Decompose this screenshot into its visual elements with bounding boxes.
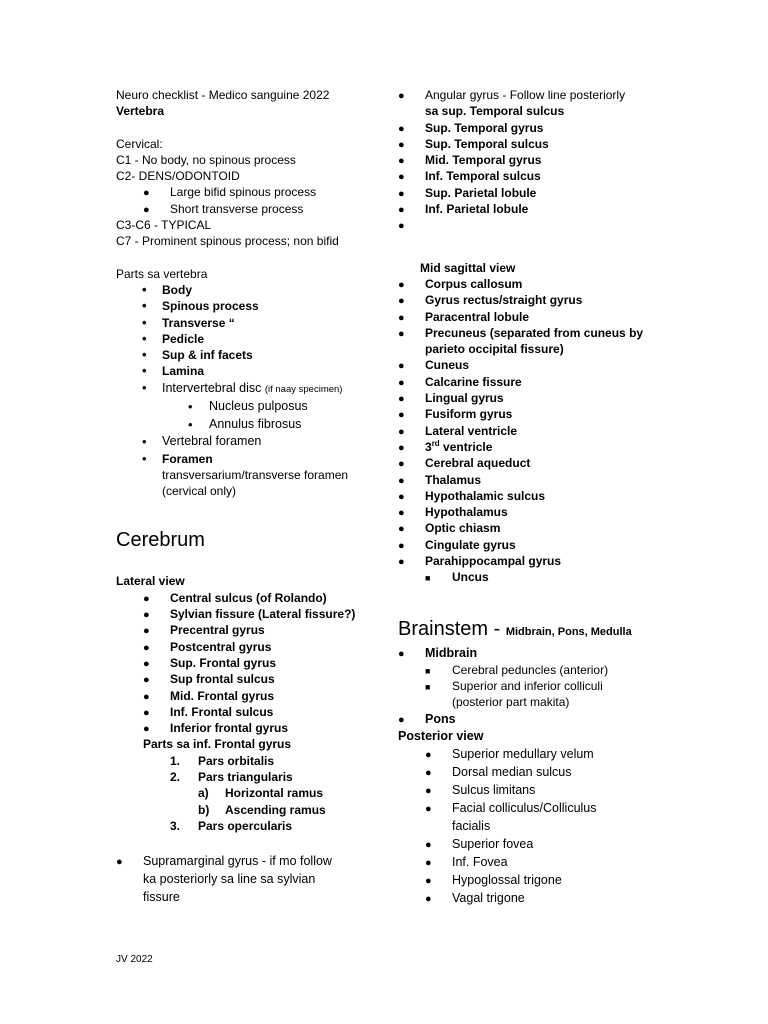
list-item: ● Sylvian fissure (Lateral fissure?) xyxy=(116,606,378,622)
list-item: ● Lateral ventricle xyxy=(398,423,660,439)
list-item: • Foramen xyxy=(116,451,378,467)
c2-line: C2- DENS/ODONTOID xyxy=(116,169,240,184)
c7-line: C7 - Prominent spinous process; non bifid xyxy=(116,234,339,249)
c3c6-line: C3-C6 - TYPICAL xyxy=(116,218,212,233)
list-item: • Vertebral foramen xyxy=(116,433,378,451)
list-item: ■ Superior and inferior colliculi xyxy=(398,678,660,694)
list-item: ● Cerebral aqueduct xyxy=(398,455,660,471)
list-item: ● Central sulcus (of Rolando) xyxy=(116,590,378,606)
list-item: ● Midbrain xyxy=(398,645,660,662)
list-item: ● Gyrus rectus/straight gyrus xyxy=(398,292,660,308)
list-item: ● Pons xyxy=(398,711,660,728)
list-item: ● Superior medullary velum xyxy=(398,745,660,763)
list-item: ● Paracentral lobule xyxy=(398,309,660,325)
left-column xyxy=(116,87,378,906)
list-item: 2. Pars triangularis xyxy=(170,770,293,784)
list-item-continuation: (posterior part makita) xyxy=(452,695,570,710)
page-footer: JV 2022 xyxy=(116,954,153,965)
list-item: ● 3rd ventricle xyxy=(398,439,660,455)
list-item: ● Inf. Frontal sulcus xyxy=(116,704,378,720)
empty-list-item xyxy=(398,217,660,233)
list-item: ● Hypoglossal trigone xyxy=(398,871,660,889)
mid-sagittal-title: Mid sagittal view xyxy=(420,260,516,275)
c1-line: C1 - No body, no spinous process xyxy=(116,152,296,167)
list-item: ● Inf. Temporal sulcus xyxy=(398,168,660,184)
list-item: ● Optic chiasm xyxy=(398,520,660,536)
foramen-line: transversarium/transverse foramen xyxy=(162,467,349,482)
list-item: ● Fusiform gyrus xyxy=(398,406,660,422)
list-item: ● Supramarginal gyrus - if mo follow xyxy=(116,852,378,870)
foramen-line: (cervical only) xyxy=(162,484,237,499)
list-item: • Pedicle xyxy=(116,331,378,347)
list-item: ● Calcarine fissure xyxy=(398,374,660,390)
list-item: ● Inf. Fovea xyxy=(398,853,660,871)
right-column xyxy=(398,87,660,907)
list-item: ● Hypothalamus xyxy=(398,504,660,520)
list-item: ● Vagal trigone xyxy=(398,889,660,907)
list-item: ● Cingulate gyrus xyxy=(398,537,660,553)
list-item: 3. Pars opercularis xyxy=(170,818,293,833)
list-item: ■ Uncus xyxy=(398,569,660,585)
list-item: b) Ascending ramus xyxy=(198,802,326,817)
list-item: • Spinous process xyxy=(116,298,378,314)
posterior-view-title: Posterior view xyxy=(398,728,484,743)
list-item-continuation: sa sup. Temporal sulcus xyxy=(425,104,565,119)
list-item: ● Postcentral gyrus xyxy=(116,639,378,655)
list-item: • Transverse “ xyxy=(116,315,378,331)
list-item: ● Inferior frontal gyrus xyxy=(116,720,378,736)
list-item: ● Mid. Frontal gyrus xyxy=(116,688,378,704)
list-item: ● Angular gyrus - Follow line posteriorly xyxy=(398,87,660,103)
list-item: ● Cuneus xyxy=(398,357,660,373)
cervical-label: Cervical: xyxy=(116,136,163,151)
list-item: ● Mid. Temporal gyrus xyxy=(398,152,660,168)
brainstem-title: Brainstem - Midbrain, Pons, Medulla xyxy=(398,617,632,640)
list-item: ● Sup. Temporal gyrus xyxy=(398,120,660,136)
parts-title: Parts sa vertebra xyxy=(116,266,208,281)
doc-header: Neuro checklist - Medico sanguine 2022 xyxy=(116,88,330,102)
cerebrum-title: Cerebrum xyxy=(116,529,205,552)
list-item: ● Sup frontal sulcus xyxy=(116,671,378,687)
list-item: ● Facial colliculus/Colliculus xyxy=(398,799,660,817)
supramarginal-line: fissure xyxy=(143,890,180,905)
list-item: 1. Pars orbitalis xyxy=(170,753,275,768)
list-item: • Annulus fibrosus xyxy=(116,416,378,434)
list-item: ● Short transverse process xyxy=(116,201,378,217)
list-item: ● Sulcus limitans xyxy=(398,781,660,799)
list-item: ● Lingual gyrus xyxy=(398,390,660,406)
list-item: ● Hypothalamic sulcus xyxy=(398,488,660,504)
vertebra-title: Vertebra xyxy=(116,104,165,119)
list-item: ● Precuneus (separated from cuneus by xyxy=(398,325,660,341)
list-item: • Intervertebral disc (if naay specimen) xyxy=(116,380,378,398)
list-item-continuation: facialis xyxy=(452,818,491,833)
list-item: ● Inf. Parietal lobule xyxy=(398,201,660,217)
list-item: ● Sup. Parietal lobule xyxy=(398,185,660,201)
supramarginal-line: ka posteriorly sa line sa sylvian xyxy=(143,872,316,887)
list-item: ■ Cerebral peduncles (anterior) xyxy=(398,662,660,678)
list-item: a) Horizontal ramus xyxy=(198,786,324,801)
list-item: ● Sup. Frontal gyrus xyxy=(116,655,378,671)
lateral-view-title: Lateral view xyxy=(116,574,185,589)
list-item: ● Parahippocampal gyrus xyxy=(398,553,660,569)
list-item: • Nucleus pulposus xyxy=(116,398,378,416)
list-item: ● Large bifid spinous process xyxy=(116,184,378,200)
list-item: ● Dorsal median sulcus xyxy=(398,763,660,781)
list-item: • Lamina xyxy=(116,363,378,379)
list-item: ● Corpus callosum xyxy=(398,276,660,292)
list-item: ● Precentral gyrus xyxy=(116,622,378,638)
inf-frontal-parts-title: Parts sa inf. Frontal gyrus xyxy=(143,737,292,752)
list-item-continuation: parieto occipital fissure) xyxy=(425,342,564,357)
list-item: ● Superior fovea xyxy=(398,835,660,853)
list-item: • Body xyxy=(116,282,378,298)
list-item: • Sup & inf facets xyxy=(116,347,378,363)
list-item: ● Thalamus xyxy=(398,472,660,488)
list-item: ● Sup. Temporal sulcus xyxy=(398,136,660,152)
